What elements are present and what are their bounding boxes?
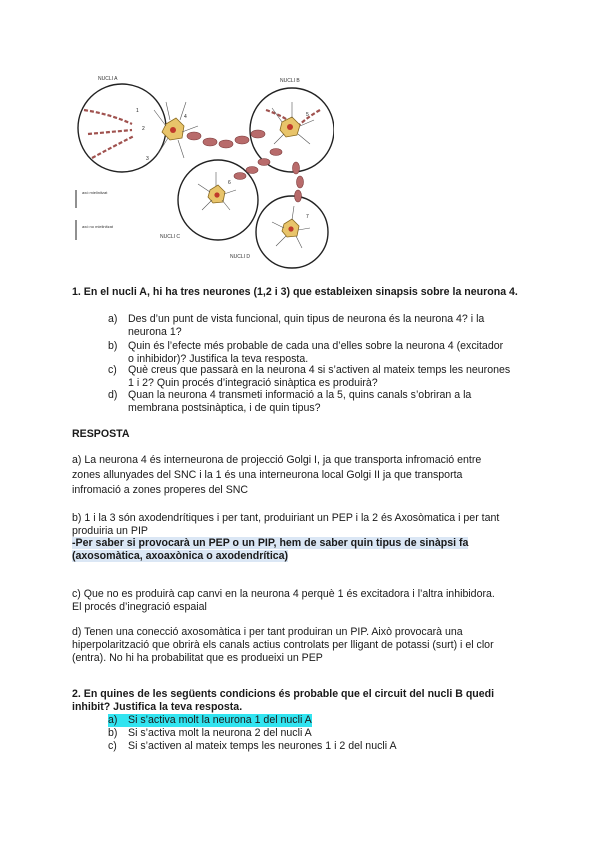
subquestion-line: neurona 1?	[128, 325, 182, 338]
option-mark: c)	[108, 740, 117, 752]
label-nucli-b: NUCLI B	[280, 78, 300, 84]
option-mark: b)	[108, 727, 118, 739]
option-mark: a)	[108, 714, 128, 727]
answer-line: (entra). No hi ha probabilitat que es produeixi un PEP	[72, 652, 323, 664]
answer-line: infromació a zones properes del SNC	[72, 484, 249, 496]
nucleus-a-axons	[84, 110, 134, 158]
subquestion-line: Quin és l’efecte més probable de cada una d’elles sobre la neurona 4 (excitador	[128, 340, 504, 352]
answer-line: produiria un PIP	[72, 525, 148, 537]
label-nucli-a: NUCLI A	[98, 76, 118, 82]
nucleus-a-circle	[78, 84, 166, 172]
answer-note-line: -Per saber si provocarà un PEP o un PIP, hem de saber quin tipus de sinàpsi fa	[72, 537, 469, 549]
neuron-number-5: 5	[306, 112, 309, 118]
option-text: Si s’activen al mateix temps les neurones 1 i 2 del nucli A	[128, 740, 397, 752]
label-nucli-d: NUCLI D	[230, 254, 251, 260]
answer-line: d) Tenen una conecció axosomàtica i per tant produiran un PIP. Això provocarà una	[72, 626, 463, 638]
neuron-number-4: 4	[184, 114, 187, 120]
answer-line: c) Que no es produirà cap canvi en la neurona 4 perquè 1 és excitadora i l’altra inhibidora.	[72, 588, 495, 600]
answer-line: hiperpolarització que obrirà els canals actius controlats per lligant de potassi (surt) i el clor	[72, 639, 494, 651]
subquestion-mark: c)	[108, 364, 117, 376]
answer-c	[72, 588, 562, 614]
subquestion-line: Quan la neurona 4 transmeti informació a la 5, quins canals s’obriran a la	[128, 389, 472, 401]
question-2-line: inhibit? Justifica la teva resposta.	[72, 701, 243, 713]
subquestion-line: Què creus que passarà en la neurona 4 si s’activen al mateix temps les neurones	[128, 364, 511, 376]
answer-b	[72, 512, 562, 538]
resposta-heading: RESPOSTA	[72, 428, 130, 440]
subquestion-line: o inhibidor)? Justifica la teva resposta.	[128, 352, 309, 365]
question-2-line: 2. En quines de les següents condicions és probable que el circuit del nucli B quedi	[72, 688, 495, 700]
option-text: Si s’activa molt la neurona 1 del nucli A	[128, 714, 312, 726]
answer-a	[72, 453, 532, 498]
neuron-number-1: 1	[136, 108, 139, 114]
figure-legend	[76, 190, 114, 240]
subquestion-line: 1 i 2? Quin procés d’integració sinàptica es produirà?	[128, 376, 378, 389]
answer-b-note	[72, 537, 532, 563]
answer-line: a) La neurona 4 és interneurona de projecció Golgi I, ja que transporta infromació entre	[72, 454, 482, 466]
myelinated-axon-b-c	[234, 149, 282, 180]
legend-myelinated: axó mielinitzat	[82, 190, 108, 195]
subquestion-line: Des d’un punt de vista funcional, quin tipus de neurona és la neurona 4? i la	[128, 313, 485, 325]
neuron-number-3: 3	[146, 156, 149, 162]
answer-note-line: (axosomàtica, axoaxònica o axodendrítica)	[72, 550, 289, 562]
answer-line: zones allunyades del SNC i la 1 és una interneurona local Golgi II ja que transporta	[72, 469, 463, 481]
neuron-nuclei	[170, 124, 294, 232]
subquestion-mark: d)	[108, 389, 118, 401]
subquestion-mark: a)	[108, 313, 118, 325]
subquestion-line: membrana postsinàptica, i de quin tipus?	[128, 401, 321, 414]
answer-d	[72, 626, 562, 665]
neuron-number-6: 6	[228, 180, 231, 186]
label-nucli-c: NUCLI C	[160, 234, 181, 240]
option-text: Si s’activa molt la neurona 2 del nucli A	[128, 727, 312, 739]
subquestion-mark: b)	[108, 340, 118, 352]
question-2-title	[72, 688, 542, 714]
answer-line: El procés d’inegració espaial	[72, 601, 207, 613]
neuron-circuit-figure	[70, 70, 334, 270]
neuron-number-2: 2	[142, 126, 145, 132]
legend-unmyelinated: axó no mielinitzat	[82, 224, 113, 229]
answer-line: b) 1 i la 3 són axodendrítiques i per tant, produiriant un PEP i la 2 és Axosòmatica i per tant	[72, 512, 500, 524]
question-1-title: 1. En el nucli A, hi ha tres neurones (1,2 i 3) que estableixen sinapsis sobre la neurona 4.	[72, 286, 518, 298]
neuron-number-7: 7	[306, 214, 309, 220]
